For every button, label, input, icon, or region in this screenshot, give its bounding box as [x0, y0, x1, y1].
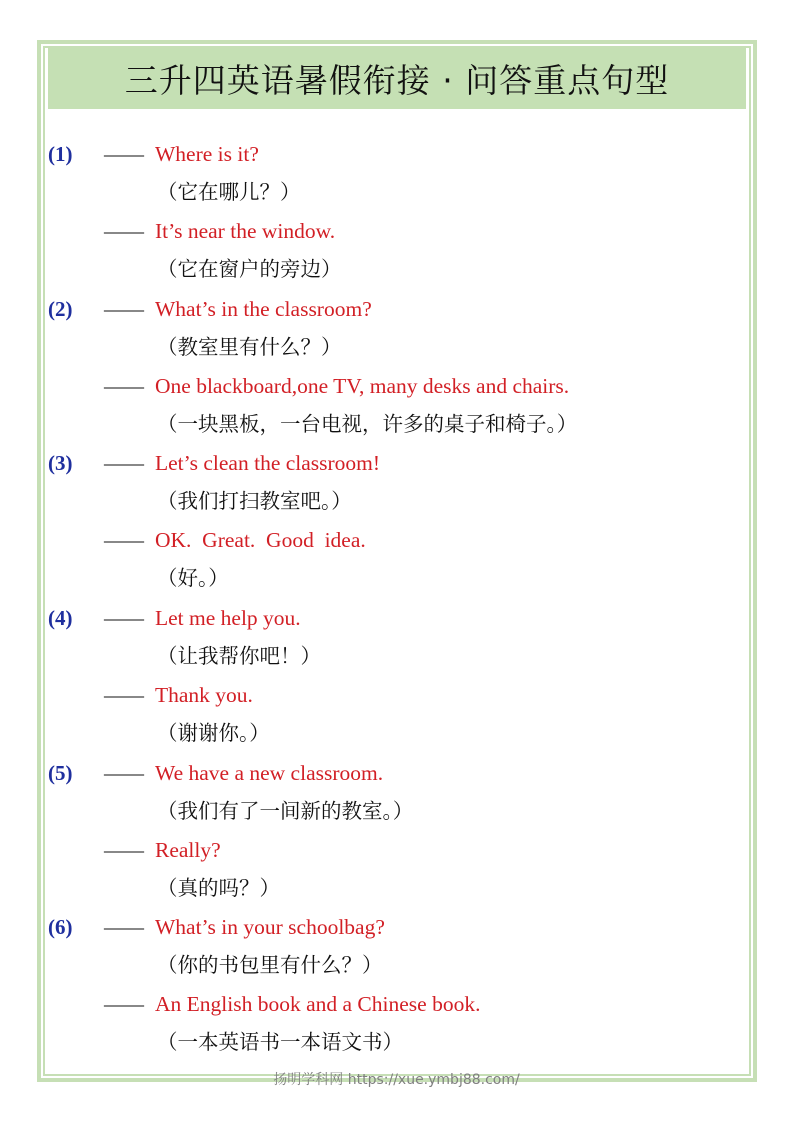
- question-chinese: （我们打扫教室吧。）: [157, 489, 352, 513]
- section-label: (5): [48, 761, 73, 785]
- question-english: What’s in the classroom?: [155, 297, 372, 321]
- dash-marker: ——: [104, 761, 142, 785]
- question-english: Let me help you.: [155, 606, 301, 630]
- dash-marker: ——: [104, 838, 142, 862]
- dash-marker: ——: [104, 915, 142, 939]
- answer-chinese: （真的吗？）: [157, 876, 280, 900]
- section-label: (3): [48, 451, 73, 475]
- dash-marker: ——: [104, 451, 142, 475]
- answer-english: An English book and a Chinese book.: [155, 992, 481, 1016]
- dash-marker: ——: [104, 219, 142, 243]
- footer-watermark: [0, 1069, 793, 1089]
- question-chinese: （让我帮你吧！）: [157, 644, 321, 668]
- answer-english: Really?: [155, 838, 221, 862]
- section-label: (2): [48, 297, 73, 321]
- question-english: Let’s clean the classroom!: [155, 451, 381, 475]
- answer-english: Thank you.: [155, 683, 253, 707]
- answer-chinese: （一本英语书一本语文书）: [157, 1030, 403, 1054]
- answer-chinese: （谢谢你。）: [157, 721, 270, 745]
- answer-chinese: （好。）: [157, 566, 229, 590]
- section-label: (4): [48, 606, 73, 630]
- question-chinese: （我们有了一间新的教室。）: [157, 799, 414, 823]
- dash-marker: ——: [104, 374, 142, 398]
- dash-marker: ——: [104, 142, 142, 166]
- answer-chinese: （一块黑板，一台电视，许多的桌子和椅子。）: [157, 412, 578, 436]
- answer-english: OK. Great. Good idea.: [155, 528, 366, 552]
- question-english: Where is it?: [155, 142, 259, 166]
- title-banner: [48, 48, 746, 109]
- answer-english: It’s near the window.: [155, 219, 336, 243]
- section-label: (1): [48, 142, 73, 166]
- question-chinese: （教室里有什么？）: [157, 335, 342, 359]
- dash-marker: ——: [104, 606, 142, 630]
- dash-marker: ——: [104, 297, 142, 321]
- question-chinese: （你的书包里有什么？）: [157, 953, 383, 977]
- question-english: We have a new classroom.: [155, 761, 384, 785]
- question-english: What’s in your schoolbag?: [155, 915, 385, 939]
- watermark-text: 扬明学科网 https://xue.ymbj88.com/: [273, 1072, 520, 1088]
- section-label: (6): [48, 915, 73, 939]
- dash-marker: ——: [104, 992, 142, 1016]
- page-title: 三升四英语暑假衔接 · 问答重点句型: [124, 61, 670, 100]
- answer-english: One blackboard,one TV, many desks and chairs.: [155, 374, 570, 398]
- answer-chinese: （它在窗户的旁边）: [157, 257, 342, 281]
- question-chinese: （它在哪儿？）: [157, 180, 301, 204]
- dash-marker: ——: [104, 683, 142, 707]
- dash-marker: ——: [104, 528, 142, 552]
